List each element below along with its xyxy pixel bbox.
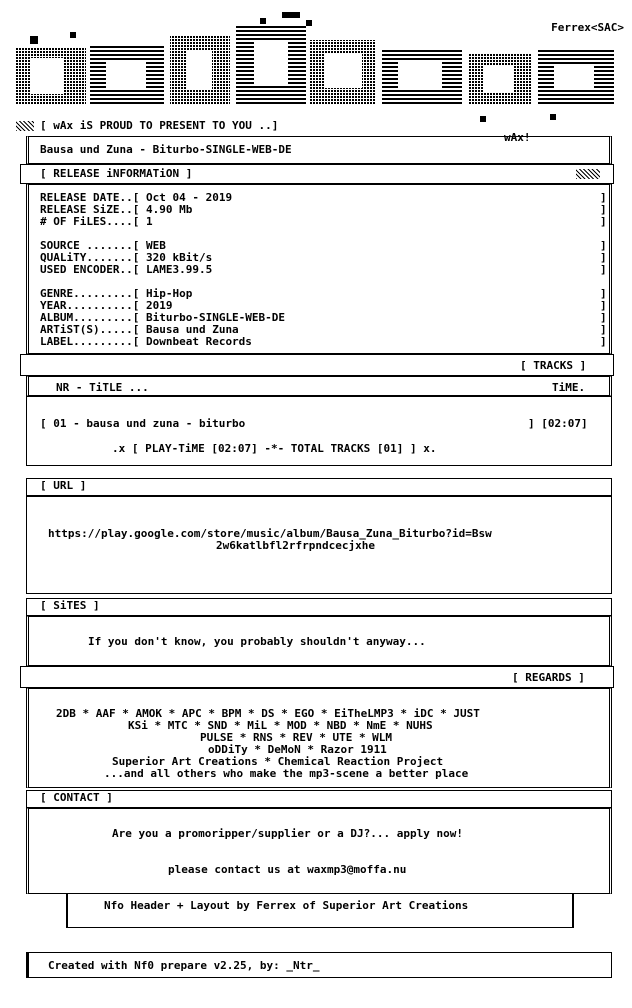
ascii-logo <box>10 6 622 126</box>
release-info-row <box>40 264 212 276</box>
regards-line: PULSE * RNS * REV * UTE * WLM <box>200 731 393 744</box>
release-info-value: 4.90 Mb <box>145 203 193 216</box>
url-header-box <box>26 478 612 496</box>
sites-header-box <box>26 598 612 616</box>
release-info-row <box>40 216 153 228</box>
release-info-value: 2019 <box>145 299 173 312</box>
regards-heading: [ REGARDS ] <box>512 671 585 684</box>
release-info-value: Bausa und Zuna <box>145 323 239 336</box>
contact-email[interactable]: please contact us at waxmp3@moffa.nu <box>168 863 407 876</box>
release-info-label: LABEL.........[ <box>40 335 140 348</box>
release-info-value: LAME3.99.5 <box>145 263 213 276</box>
release-info-heading: [ RELEASE iNFORMATiON ] <box>40 167 193 180</box>
release-info-label: ARTiST(S).....[ <box>40 323 140 336</box>
regards-line: KSi * MTC * SND * MiL * MOD * NBD * NmE * NUHS <box>128 719 433 732</box>
release-title: Bausa und Zuna - Biturbo-SINGLE-WEB-DE <box>40 143 292 156</box>
contact-line-1: Are you a promoripper/supplier or a DJ?... apply now! <box>112 827 463 840</box>
tracks-heading: [ TRACKS ] <box>520 359 587 372</box>
url-heading: [ URL ] <box>40 479 87 492</box>
tracks-col-nr-title: NR - TiTLE ... <box>56 381 149 394</box>
credits-text: Nfo Header + Layout by Ferrex of Superior Art Creations <box>104 899 469 912</box>
tracks-col-time: TiME. <box>552 381 586 394</box>
sites-heading: [ SiTES ] <box>40 599 100 612</box>
release-info-label: ALBUM.........[ <box>40 311 140 324</box>
release-info-label: RELEASE DATE..[ <box>40 191 140 204</box>
release-info-label: SOURCE .......[ <box>40 239 140 252</box>
release-info-row <box>40 336 252 348</box>
track-time: ] [02:07] <box>528 417 588 430</box>
release-info-label: RELEASE SiZE..[ <box>40 203 140 216</box>
url-line-1[interactable]: https://play.google.com/store/music/album/Bausa_Zuna_Biturbo?id=Bsw <box>48 527 492 540</box>
track-title: [ 01 - bausa und zuna - biturbo <box>40 417 246 430</box>
release-info-value: Biturbo-SINGLE-WEB-DE <box>145 311 286 324</box>
ascii-signature: Ferrex<SAC> <box>551 21 624 34</box>
contact-header-box <box>26 790 612 808</box>
regards-line: oDDiTy * DeMoN * Razor 1911 <box>208 743 387 756</box>
hatch-decoration <box>16 121 34 131</box>
hatch-decoration <box>576 169 600 179</box>
sites-text: If you don't know, you probably shouldn't anyway... <box>88 635 426 648</box>
group-tag: wAx! <box>504 131 531 144</box>
regards-line: ...and all others who make the mp3-scene a better place <box>104 767 469 780</box>
regards-line: Superior Art Creations * Chemical Reaction Project <box>112 755 444 768</box>
regards-line: 2DB * AAF * AMOK * APC * BPM * DS * EGO * EiTheLMP3 * iDC * JUST <box>56 707 480 720</box>
release-info-label: YEAR..........[ <box>40 299 140 312</box>
release-info-value: Hip-Hop <box>145 287 193 300</box>
tracks-summary: .x [ PLAY-TiME [02:07] -*- TOTAL TRACKS [01] ] x. <box>112 442 437 455</box>
contact-box <box>26 808 612 894</box>
release-info-value: Oct 04 - 2019 <box>145 191 233 204</box>
bracket-column: ] ] ] ] ] ] ] ] ] ] ] <box>600 191 607 348</box>
created-with-text: Created with Nf0 prepare v2.25, by: _Ntr_ <box>48 959 320 972</box>
ascii-logo-art <box>10 6 622 126</box>
release-info-value: 1 <box>145 215 153 228</box>
tracks-list-box <box>26 396 612 466</box>
contact-heading: [ CONTACT ] <box>40 791 113 804</box>
release-info-value: WEB <box>145 239 166 252</box>
release-info-label: QUALiTY.......[ <box>40 251 140 264</box>
release-info-value: Downbeat Records <box>145 335 252 348</box>
release-info-value: 320 kBit/s <box>145 251 213 264</box>
release-info-label: USED ENCODER..[ <box>40 263 140 276</box>
release-info-label: GENRE.........[ <box>40 287 140 300</box>
url-line-2[interactable]: 2w6katlbfl2rfrpndcecjxhe <box>216 539 375 552</box>
release-info-label: # OF FiLES....[ <box>40 215 140 228</box>
tagline: [ wAx iS PROUD TO PRESENT TO YOU ..] <box>40 119 279 132</box>
